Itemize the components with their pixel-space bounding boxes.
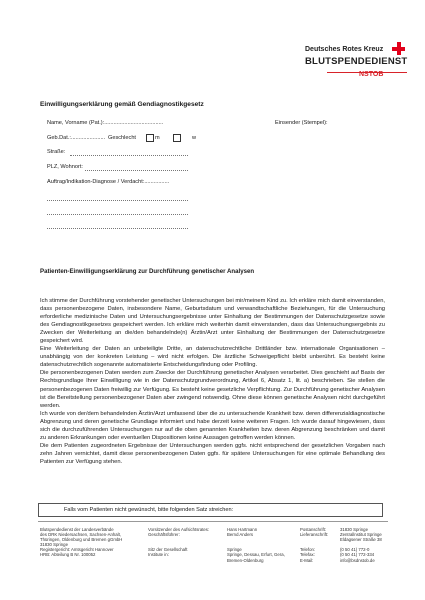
footer-text: Springe [227, 547, 242, 553]
footer-text: Vorsitzender des Aufsichtsrates: [148, 527, 210, 532]
order-line-2[interactable] [47, 214, 188, 215]
footer-text: Bremen-Oldenburg [227, 557, 264, 563]
footer-management-values [227, 527, 285, 563]
consent-title: Patienten-Einwilligungserklärung zur Durchführung genetischer Analysen [40, 268, 255, 275]
footer-contact-values [340, 527, 382, 563]
footer-text: Geschäftsführer: [148, 532, 180, 538]
consent-paragraph: Die personenbezogenen Daten werden zum Zwecke der Durchführung genetischer Analysen verarbeitet. Dies geschieht auf Basis der Rechtsgrundlage Ihrer Einwilligung wie in der Datenschutzgrundverordnung, Artikel 6, Absatz 1, lit. a) beschrieben. Sie stellen die personenbezogenen Daten freiwillig zur Verfügung. Es besteht keine gesetzliche Verpflichtung. Zur Durchführung genetischer Analysen ist die Bereitstellung personenbezogener Daten aber zwingend notwendig. Ohne diese können genetische Analysen nicht durchgeführt werden. [40, 370, 385, 409]
sender-stamp-label: Einsender (Stempel): [275, 120, 328, 126]
consent-paragraph: Die dem Patienten zugeordneten Ergebnisse der Untersuchungen werden ggfs. nicht entsprechend der gesetzlichen Vorgaben nach zehn Jahren vernichtet, damit diese personenbezogenen Daten ggfs. für spätere Untersuchungen für eine optimale Behandlung des Patienten zur Verfügung stehen. [40, 442, 385, 465]
footer-text: 31830 Springe [340, 527, 368, 532]
footer-text: Eldagsener Straße 38 [340, 537, 382, 543]
footer-text: (0 50 41) 772-0 [340, 547, 370, 553]
order-indication-field[interactable]: Auftrag/Indikation-Diagnose / Verdacht:................ [47, 179, 170, 185]
footer-text: 31830 Springe [40, 542, 68, 548]
strike-note: Falls vom Patienten nicht gewünscht, bitte folgenden Satz streichen: [64, 506, 234, 513]
footer-text: Institute in: [148, 552, 169, 558]
footer-text: Telefax: [300, 552, 315, 558]
footer-text: (0 50 41) 772-334 [340, 552, 375, 558]
org-name: Deutsches Rotes Kreuz [305, 46, 384, 53]
footer-text: Hans Hartmann [227, 527, 258, 532]
red-cross-icon [392, 42, 405, 55]
footer-text: Thüringen, Oldenburg und Bremen gGmbH [40, 537, 123, 543]
service-name: BLUTSPENDEDIENST [305, 56, 408, 67]
footer-text: Springe, Dessau, Erfurt, Gera, [227, 552, 285, 558]
zip-city-field[interactable] [85, 170, 188, 171]
dob-field[interactable]: Geb.Dat.:...................... [47, 135, 106, 141]
sex-label: Geschlecht [108, 135, 136, 141]
female-label: w [192, 135, 197, 141]
order-line-1[interactable] [47, 200, 188, 201]
form-title: Einwilligungserklärung gemäß Gendiagnostikgesetz [40, 101, 204, 108]
footer-text: des DRK Niedersachsen, Sachsen-Anhalt, [40, 532, 121, 538]
footer-company-info [40, 527, 122, 558]
footer-text: Bernd Anders [227, 532, 254, 538]
footer-text: info@bsdnstob.de [340, 557, 375, 563]
strike-note-box [38, 503, 383, 517]
consent-paragraph: Ich stimme der Durchführung vorstehender genetischer Untersuchungen bei mir/meinem Kind zu. Ich erkläre mich damit einverstanden, dass personenbezogene Daten, insbesondere Name, Geburtsdatum und verwandtschaftliche Beziehungen, für die Untersuchung erforderliche medizinische Daten und Untersuchungsergebnisse unter Einhaltung der Bestimmungen der Datenschutzgesetze sowie des Gendiagnostikgesetzes gespeichert werden. Ich erkläre mich weiterhin damit einverstanden, dass das Untersuchungsergebnis zu Zwecken der Weiterleitung an die/den behandelnde(n) Ärztin/Arzt unter Einhaltung der Bestimmungen der Datenschutzgesetze gespeichert wird. [40, 298, 385, 345]
footer-management-labels [148, 527, 209, 558]
footer-text: E-Mail: [300, 557, 314, 563]
consent-paragraph: Eine Weiterleitung der Daten an unbeteiligte Dritte, an datenschutzrechtliche Drittländer bzw. internationale Organisationen – unabhängig von der konkreten Leistung – wird nicht erfolgen. Die ärztliche Schweigepflicht bleibt unberührt. Es besteht keine datenschutzrechtlich sogenannte automatisierte Entscheidungsfindung oder Profiling. [40, 346, 385, 369]
order-line-3[interactable] [47, 228, 188, 229]
footer-text: Registergericht: Amtsgericht Hannover [40, 547, 114, 553]
region-label: NSTOB [359, 71, 384, 78]
male-label: m [155, 135, 160, 141]
zip-city-label: PLZ, Wohnort: [47, 164, 83, 170]
patient-name-field[interactable]: Name, Vorname (Pat.):...................................... [47, 120, 164, 126]
footer-divider [38, 521, 388, 522]
female-checkbox[interactable] [173, 134, 181, 142]
footer-text: Sitz der Gesellschaft [148, 547, 188, 553]
footer-text: HRB: Abteilung B Nr. 100052 [40, 552, 96, 558]
street-label: Straße: [47, 149, 66, 155]
consent-text [40, 297, 385, 466]
male-checkbox[interactable] [146, 134, 154, 142]
footer-text: Postanschrift: [300, 527, 327, 532]
consent-paragraph: Ich wurde von der/dem behandelnden Ärztin/Arzt umfassend über die zu untersuchende Krankheit bzw. deren differenzialdiagnostische Abgrenzung und deren genetische Grundlage informiert und habe derzeit keine weiteren Fragen. Ich wurde darauf hingewiesen, dass sich die durchzuführenden Untersuchungen nur auf die oben genannten Krankheiten bzw. deren Abgrenzung beschränken und damit zu anderen Erkrankungen oder eventuellen Dispositionen keine Aussagen getroffen werden können. [40, 410, 385, 441]
footer-text: Blutspendedienst der Landesverbände [40, 527, 114, 532]
street-field[interactable] [70, 155, 188, 156]
footer-text: Zentrallnstitut Springe [340, 532, 382, 538]
footer-text: Lieferanschrift: [300, 532, 329, 538]
footer-text: Telefon: [300, 547, 316, 553]
footer-contact-labels [300, 527, 328, 563]
